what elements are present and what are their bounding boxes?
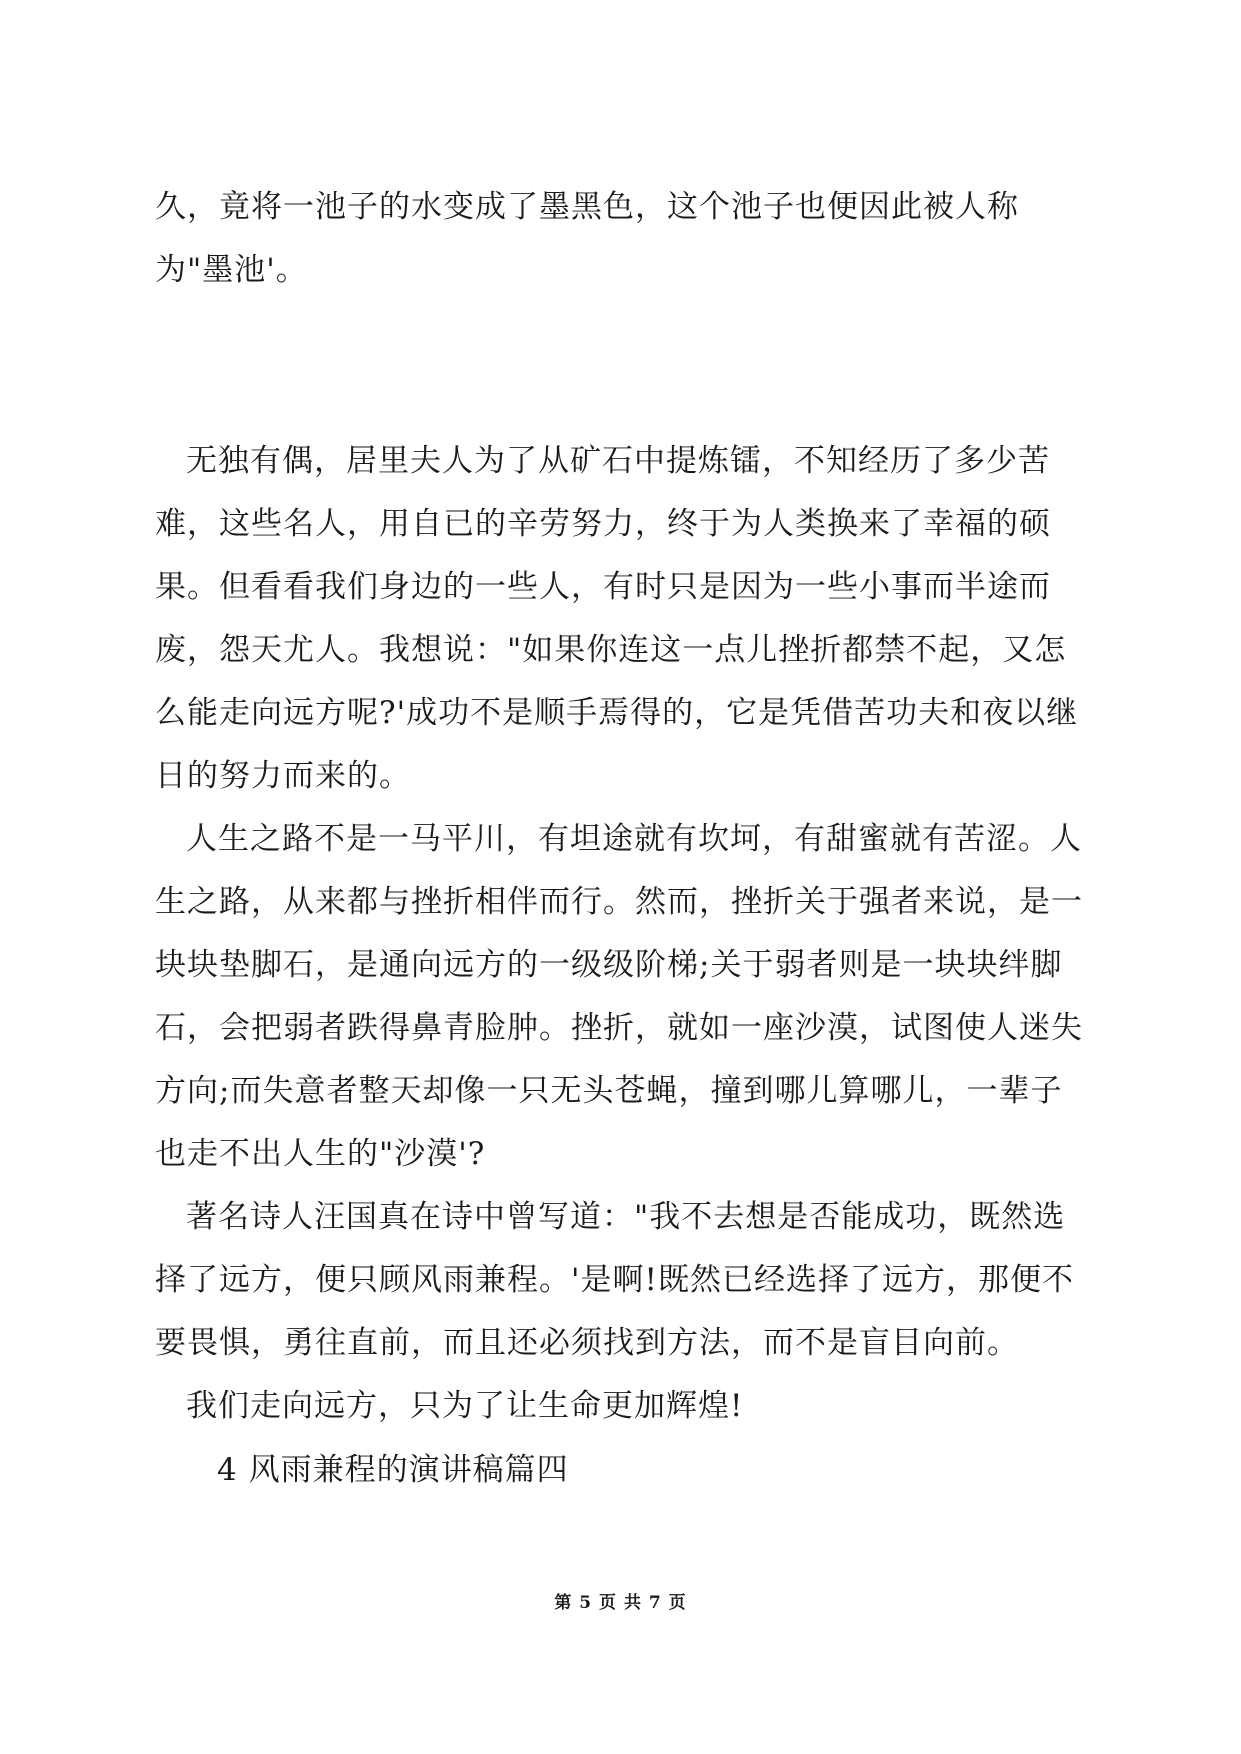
paragraph-2: 无独有偶，居里夫人为了从矿石中提炼镭，不知经历了多少苦难，这些名人，用自已的辛劳努力，终于为人类换来了幸福的硕果。但看看我们身边的一些人，有时只是因为一些小事而半途而废，怨天尤人。我想说："如果你连这一点儿挫折都禁不起，又怎么能走向远方呢?'成功不是顺手焉得的，它是凭借苦功夫和夜以继日的努力而来的。 [155,443,1079,794]
paragraph-5: 我们走向远方，只为了让生命更加辉煌! [186,1388,744,1424]
paragraph-1: 久，竟将一池子的水变成了墨黑色，这个池子也便因此被人称为"墨池'。 [155,189,1019,288]
section-heading: 4 风雨兼程的演讲稿篇四 [217,1452,569,1488]
paragraph-3: 人生之路不是一马平川，有坦途就有坎坷，有甜蜜就有苦涩。人生之路，从来都与挫折相伴而行。然而，挫折关于强者来说，是一块块垫脚石，是通向远方的一级级阶梯;关于弱者则是一块块绊脚石，会把弱者跌得鼻青脸肿。挫折，就如一座沙漠，试图使人迷失方向;而失意者整天却像一只无头苍蝇，撞到哪儿算哪儿，一辈子也走不出人生的"沙漠'? [155,821,1083,1172]
paragraph-4: 著名诗人汪国真在诗中曾写道："我不去想是否能成功，既然选择了远方，便只顾风雨兼程。'是啊!既然已经选择了远方，那便不要畏惧，勇往直前，而且还必须找到方法，而不是盲目向前。 [155,1199,1074,1361]
page-number-footer: 第 5 页 共 7 页 [554,1593,687,1613]
